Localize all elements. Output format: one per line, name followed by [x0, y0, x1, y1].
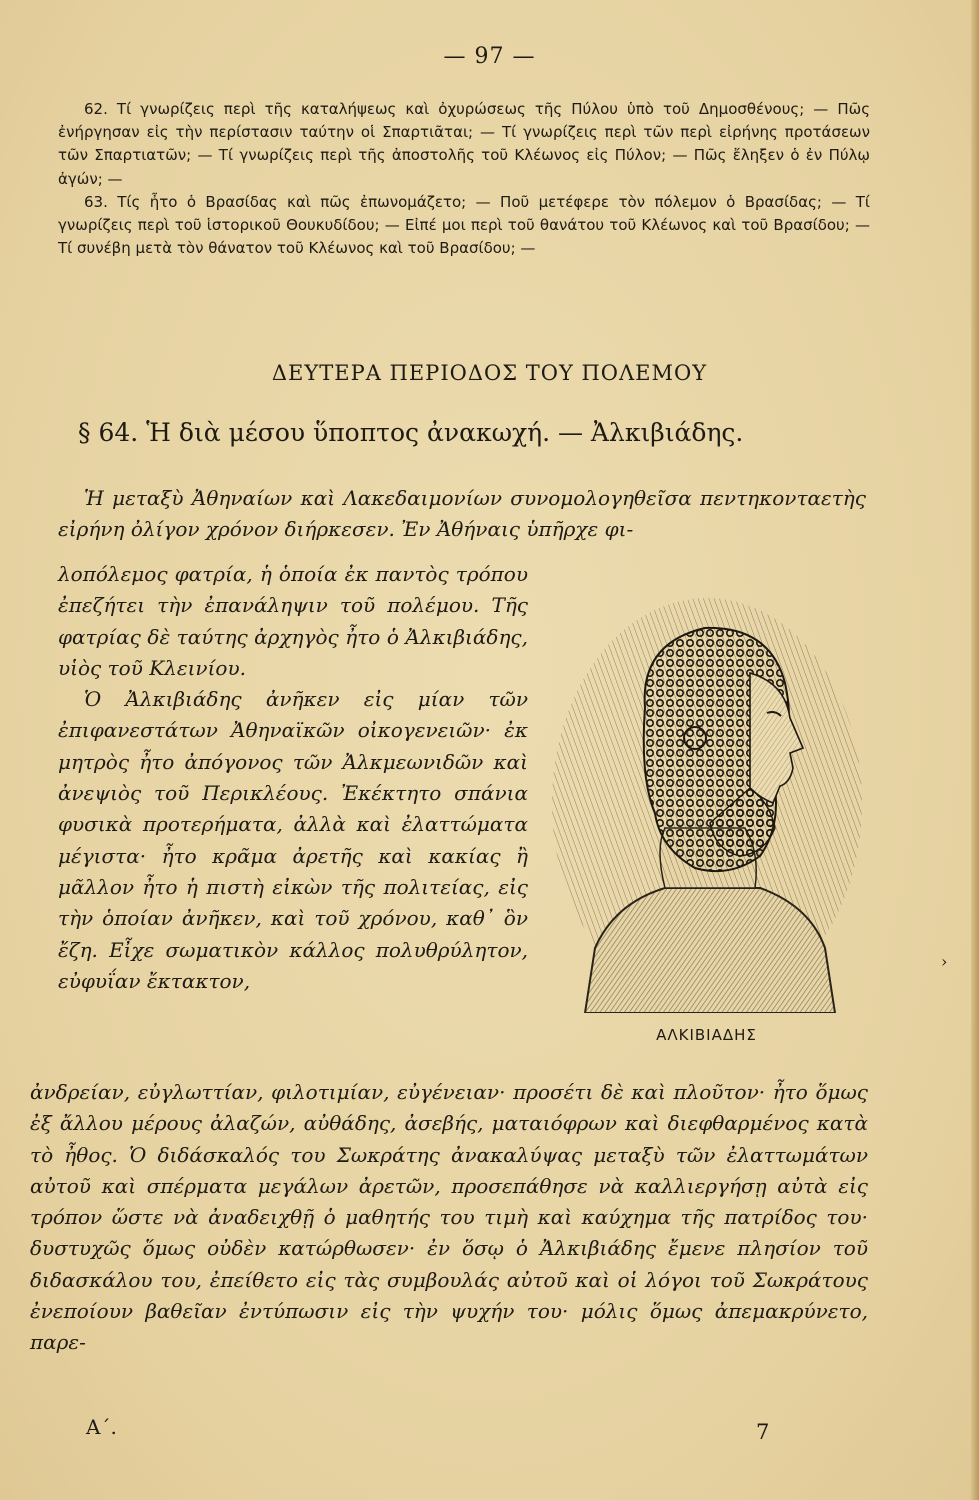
- margin-mark: ›: [941, 952, 948, 971]
- paragraph-column: [58, 559, 528, 997]
- paragraph-wrap-1: λοπόλεμος φατρία, ἡ ὁποία ἐκ παντὸς τρόπου ἐπεζήτει τὴν ἐπανάληψιν τοῦ πολέμου. Τῆς φατρίας δὲ ταύτης ἀρχηγὸς ἦτο ὁ Ἀλκιβιάδης, υἱὸς τοῦ Κλεινίου.: [58, 562, 528, 680]
- paragraph-wrap-2: Ὁ Ἀλκιβιάδης ἀνῆκεν εἰς μίαν τῶν ἐπιφανεστάτων Ἀθηναϊκῶν οἰκογενειῶν· ἐκ μητρὸς ἦτο ἀπόγονος τῶν Ἀλκμεωνιδῶν καὶ ἀνεψιὸς τοῦ Περικλέους. Ἐκέκτητο σπάνια φυσικὰ προτερήματα, ἀλλὰ καὶ ἐλαττώματα μέγιστα· ἦτο κρᾶμα ἀρετῆς καὶ κακίας ἢ μᾶλλον ἦτο ἡ πιστὴ εἰκὼν τῆς πολιτείας, εἰς τὴν ὁποίαν ἀνῆκεν, καὶ τοῦ χρόνου, καθ᾽ ὃν ἔζη. Εἶχε σωματικὸν κάλλος πολυθρύλητον, εὐφυΐαν ἔκτακτον,: [58, 687, 528, 993]
- review-questions: [58, 98, 870, 260]
- paragraph-full-width: ἀνδρείαν, εὐγλωττίαν, φιλοτιμίαν, εὐγένειαν· προσέτι δὲ καὶ πλοῦτον· ἦτο ὅμως ἐξ ἄλλου μέρους ἀλαζών, αὐθάδης, ἀσεβής, ματαιόφρων καὶ διεφθαρμένος κατὰ τὸ ἦθος. Ὁ διδάσκαλός του Σωκράτης ἀνακαλύψας μεταξὺ τῶν ἐλαττωμάτων αὐτοῦ καὶ σπέρματα μεγάλων ἀρετῶν, προσεπάθησε νὰ καλλιεργήσῃ αὐτὰ εἰς τρόπον ὥστε νὰ ἀναδειχθῇ ὁ μαθητής του τιμὴ καὶ καύχημα τῆς πατρίδος του· δυστυχῶς ὅμως οὐδὲν κατώρθωσεν· ἐν ὅσῳ ὁ Ἀλκιβιάδης ἔμενε πλησίον τοῦ διδασκάλου του, ἐπείθετο εἰς τὰς συμβουλάς αὐτοῦ καὶ οἱ λόγοι τοῦ Σωκράτους ἐνεποίουν βαθεῖαν ἐντύπωσιν εἰς τὴν ψυχήν του· μόλις ὅμως ἀπεμακρύνετο, παρε-: [30, 1080, 868, 1355]
- page-number: — 97 —: [443, 44, 536, 69]
- paragraph-intro-text: Ἡ μεταξὺ Ἀθηναίων καὶ Λακεδαιμονίων συνομολογηθεῖσα πεντηκονταετὴς εἰρήνη ὀλίγον χρόνον διήρκεσεν. Ἐν Ἀθήναις ὑπῆρχε φι-: [58, 486, 866, 542]
- paragraph-intro: [58, 483, 866, 546]
- period-title: ΔΕΥΤΕΡΑ ΠΕΡΙΟΔΟΣ ΤΟΥ ΠΟΛΕΜΟΥ: [271, 361, 708, 385]
- section-heading: § 64. Ἡ διὰ μέσου ὕποπτος ἀνακωχή. — Ἀλκιβιάδης.: [78, 418, 744, 447]
- alcibiades-bust-engraving: [545, 588, 868, 1013]
- sheet-number: 7: [756, 1420, 770, 1444]
- question-62: 62. Τί γνωρίζεις περὶ τῆς καταλήψεως καὶ ὀχυρώσεως τῆς Πύλου ὑπὸ τοῦ Δημοσθένους; — Πῶς ἐνήργησαν εἰς τὴν περίστασιν ταύτην οἱ Σπαρτιᾶται; — Τί γνωρίζεις περὶ τῶν περὶ εἰρήνης προτάσεων τῶν Σπαρτιατῶν; — Τί γνωρίζεις περὶ τῆς ἀποστολῆς τοῦ Κλέωνος εἰς Πύλον; — Πῶς ἔληξεν ὁ ἐν Πύλῳ ἀγών; —: [58, 100, 870, 188]
- page-edge: [971, 0, 979, 1500]
- question-63: 63. Τίς ἦτο ὁ Βρασίδας καὶ πῶς ἐπωνομάζετο; — Ποῦ μετέφερε τὸν πόλεμον ὁ Βρασίδας; — Τί γνωρίζεις περὶ τοῦ ἱστορικοῦ Θουκυδίδου; — Εἰπέ μοι περὶ τοῦ θανάτου τοῦ Κλέωνος καὶ τοῦ Βρασίδου; — Τί συνέβη μετὰ τὸν θάνατον τοῦ Κλέωνος καὶ τοῦ Βρασίδου; —: [58, 192, 870, 258]
- signature-mark: Α΄.: [86, 1415, 117, 1439]
- portrait-caption: ΑΛΚΙΒΙΑΔΗΣ: [656, 1026, 757, 1044]
